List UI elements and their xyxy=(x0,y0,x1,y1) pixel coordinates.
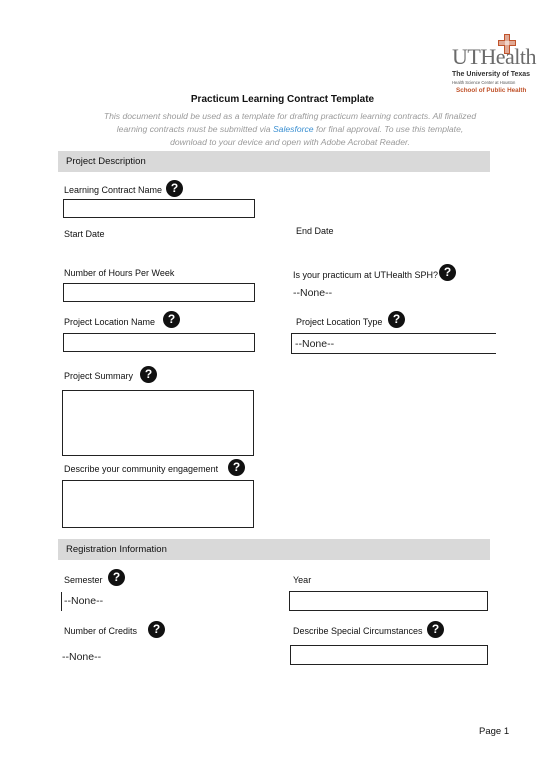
semester-label: Semester xyxy=(64,575,103,585)
help-icon[interactable]: ? xyxy=(108,569,125,586)
sph-label: Is your practicum at UTHealth SPH? xyxy=(293,270,439,280)
intro-line-3: download to your device and open with Adobe Acrobat Reader. xyxy=(170,137,410,147)
hours-label: Number of Hours Per Week xyxy=(64,268,175,278)
location-name-field[interactable] xyxy=(63,333,255,352)
logo-wordmark: UTHealth xyxy=(452,44,536,69)
semester-value: --None-- xyxy=(64,595,104,607)
intro-line-2-end: for final approval. To use this template, xyxy=(313,124,464,134)
semester-select[interactable] xyxy=(61,592,212,611)
year-field[interactable] xyxy=(289,591,488,611)
help-icon[interactable]: ? xyxy=(163,311,180,328)
document-title: Practicum Learning Contract Template xyxy=(190,94,375,105)
logo-university: The University of Texas xyxy=(452,71,531,78)
start-date-label: Start Date xyxy=(64,229,105,239)
summary-field[interactable] xyxy=(62,390,254,456)
section-title: Registration Information xyxy=(66,544,167,555)
year-label: Year xyxy=(293,575,312,585)
location-name-label: Project Location Name xyxy=(64,317,156,327)
credits-label: Number of Credits xyxy=(64,626,138,636)
help-icon[interactable]: ? xyxy=(166,180,183,197)
sph-select[interactable]: --None-- xyxy=(293,287,333,299)
page-number: Page 1 xyxy=(479,726,510,737)
help-icon[interactable]: ? xyxy=(148,621,165,638)
special-circumstances-label: Describe Special Circumstances xyxy=(293,626,423,636)
location-type-value: --None-- xyxy=(295,338,335,350)
community-field[interactable] xyxy=(62,480,254,528)
help-icon[interactable]: ? xyxy=(427,621,444,638)
help-icon[interactable]: ? xyxy=(228,459,245,476)
contract-name-label: Learning Contract Name xyxy=(64,185,163,195)
intro-line-2-start: learning contracts must be submitted via xyxy=(116,124,273,134)
intro-line-1: This document should be used as a template for drafting practicum learning contracts. All finalized xyxy=(103,111,477,121)
help-icon[interactable]: ? xyxy=(140,366,157,383)
intro-line-2 xyxy=(0,123,550,136)
help-icon[interactable]: ? xyxy=(388,311,405,328)
location-type-select[interactable] xyxy=(291,333,496,354)
hours-field[interactable] xyxy=(63,283,255,302)
section-project-description xyxy=(58,151,490,172)
logo-school: School of Public Health xyxy=(456,87,527,94)
section-registration-information xyxy=(58,539,490,560)
special-circumstances-field[interactable] xyxy=(290,645,488,665)
salesforce-link[interactable]: Salesforce xyxy=(272,124,314,134)
logo-center: Health Science Center at Houston xyxy=(452,80,516,85)
help-icon[interactable]: ? xyxy=(439,264,456,281)
end-date-label: End Date xyxy=(296,226,334,236)
section-title: Project Description xyxy=(66,156,146,167)
credits-select[interactable]: --None-- xyxy=(62,651,102,663)
location-type-label: Project Location Type xyxy=(296,317,383,327)
contract-name-field[interactable] xyxy=(63,199,255,218)
summary-label: Project Summary xyxy=(64,371,134,381)
community-label: Describe your community engagement xyxy=(64,464,219,474)
intro-text xyxy=(0,110,550,149)
